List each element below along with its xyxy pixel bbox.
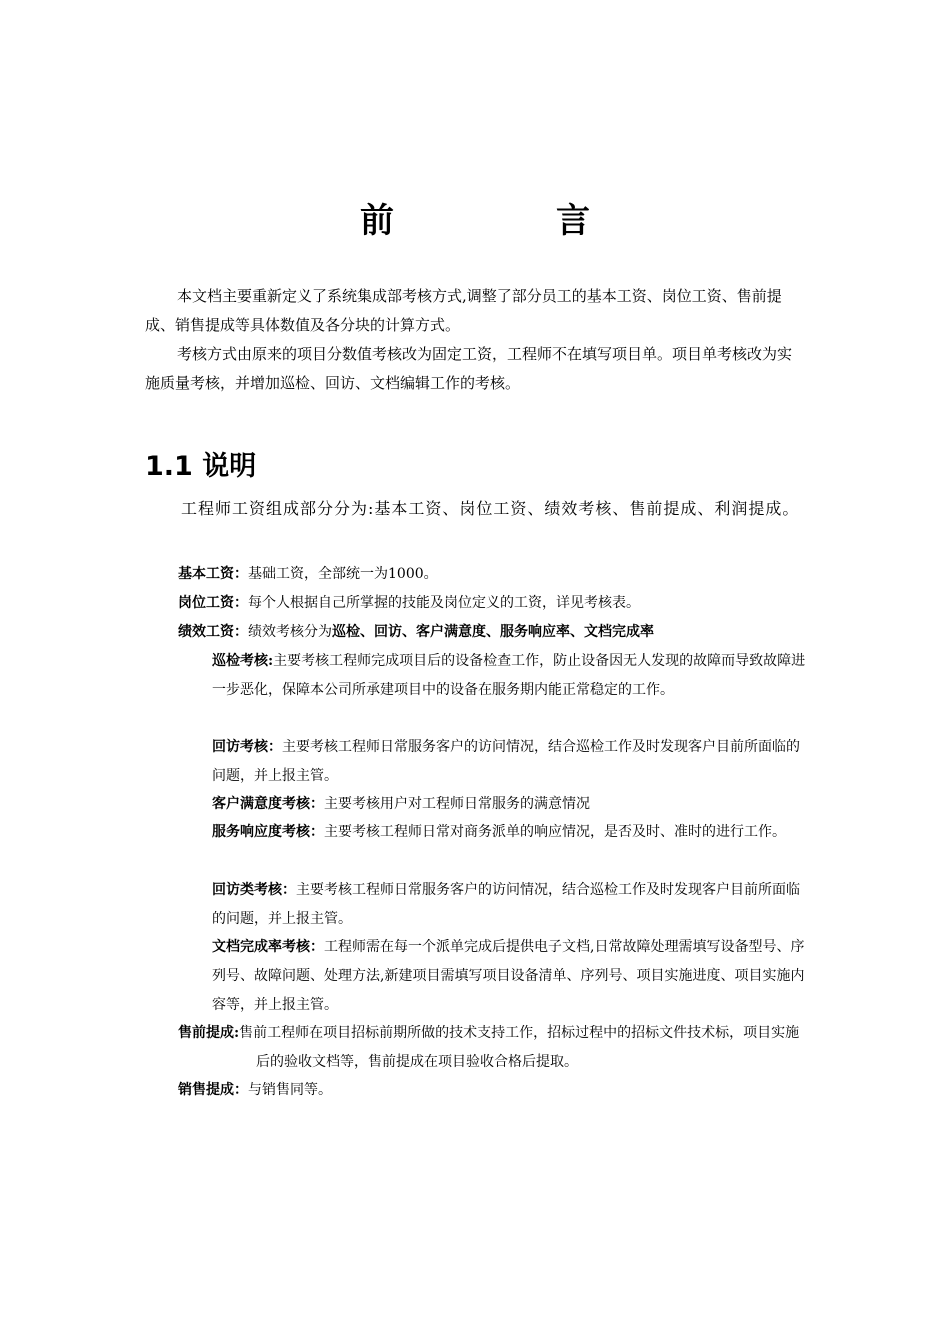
response-text: 主要考核工程师日常对商务派单的响应情况，是否及时、准时的进行工作。 bbox=[324, 824, 786, 840]
page-title: 前 言 bbox=[360, 200, 654, 241]
sales-text: 与销售同等。 bbox=[248, 1082, 332, 1098]
presales-text: 售前工程师在项目招标前期所做的技术支持工作，招标过程中的招标文件技术标，项目实施后的验收文档等，售前提成在项目验收合格后提取。 bbox=[239, 1025, 800, 1070]
inspection-item bbox=[212, 647, 806, 705]
presales-item bbox=[178, 1019, 806, 1077]
performance-item bbox=[178, 618, 806, 647]
base-salary-item bbox=[178, 560, 806, 589]
inspection-term: 巡检考核: bbox=[212, 653, 274, 669]
doc-completion-term: 文档完成率考核： bbox=[212, 939, 324, 955]
revisit-type-item bbox=[212, 876, 806, 934]
response-term: 服务响应度考核： bbox=[212, 824, 324, 840]
base-salary-term: 基本工资： bbox=[178, 566, 248, 582]
satisfaction-item bbox=[212, 790, 806, 819]
sales-item bbox=[178, 1076, 806, 1105]
satisfaction-text: 主要考核用户对工程师日常服务的满意情况 bbox=[324, 796, 590, 812]
sales-term: 销售提成： bbox=[178, 1082, 248, 1098]
response-item bbox=[212, 818, 806, 847]
revisit-text: 主要考核工程师日常服务客户的访问情况，结合巡检工作及时发现客户目前所面临的问题，并上报主管。 bbox=[212, 739, 800, 784]
inspection-text: 主要考核工程师完成项目后的设备检查工作，防止设备因无人发现的故障而导致故障进一步恶化，保障本公司所承建项目中的设备在服务期内能正常稳定的工作。 bbox=[212, 653, 806, 698]
performance-text: 绩效考核分为 bbox=[248, 624, 332, 640]
position-salary-term: 岗位工资： bbox=[178, 595, 248, 611]
section-intro: 工程师工资组成部分分为:基本工资、岗位工资、绩效考核、售前提成、利润提成。 bbox=[181, 499, 800, 518]
position-salary-item bbox=[178, 589, 806, 618]
intro-paragraph-1: 本文档主要重新定义了系统集成部考核方式,调整了部分员工的基本工资、岗位工资、售前提成、销售提成等具体数值及各分块的计算方式。 bbox=[145, 287, 782, 334]
revisit-item bbox=[212, 733, 806, 791]
revisit-type-term: 回访类考核： bbox=[212, 882, 296, 898]
presales-term: 售前提成: bbox=[178, 1025, 240, 1041]
satisfaction-term: 客户满意度考核： bbox=[212, 796, 324, 812]
performance-term: 绩效工资： bbox=[178, 624, 248, 640]
revisit-term: 回访考核： bbox=[212, 739, 282, 755]
position-salary-text: 每个人根据自己所掌握的技能及岗位定义的工资，详见考核表。 bbox=[248, 595, 640, 611]
performance-emphasis: 巡检、回访、客户满意度、服务响应率、文档完成率 bbox=[332, 624, 654, 640]
doc-completion-text: 工程师需在每一个派单完成后提供电子文档,日常故障处理需填写设备型号、序列号、故障问题、处理方法,新建项目需填写项目设备清单、序列号、项目实施进度、项目实施内容等，并上报主管。 bbox=[212, 939, 805, 1013]
intro-paragraph-2: 考核方式由原来的项目分数值考核改为固定工资，工程师不在填写项目单。项目单考核改为实施质量考核，并增加巡检、回访、文档编辑工作的考核。 bbox=[145, 345, 793, 392]
section-heading: 1.1 说明 bbox=[145, 451, 257, 482]
revisit-type-text: 主要考核工程师日常服务客户的访问情况，结合巡检工作及时发现客户目前所面临的问题，并上报主管。 bbox=[212, 882, 800, 927]
base-salary-text: 基础工资，全部统一为1000。 bbox=[248, 566, 438, 582]
doc-completion-item bbox=[212, 933, 806, 1020]
